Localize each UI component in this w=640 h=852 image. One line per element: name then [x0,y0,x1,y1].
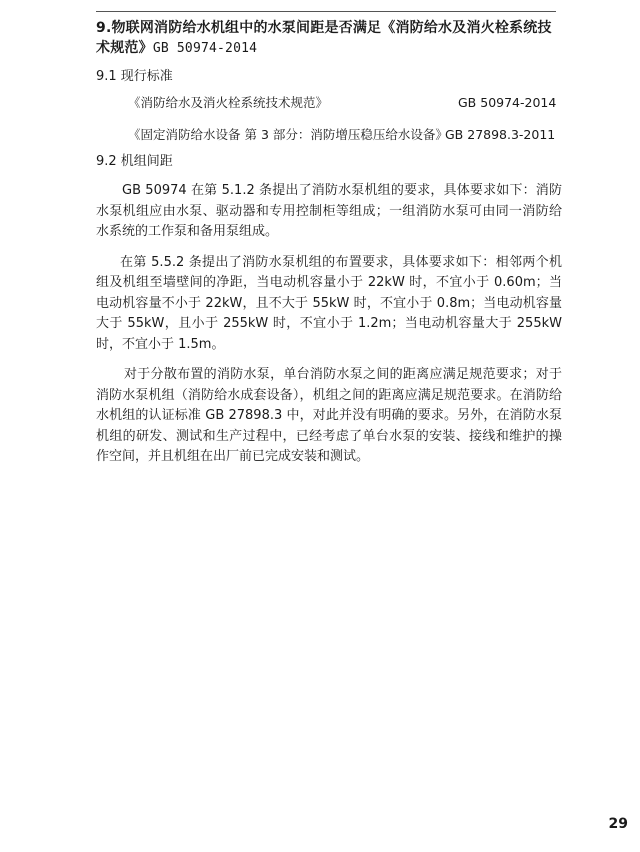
standard-item [96,126,562,144]
page-title-code: GB 50974-2014 [152,41,258,56]
paragraph-distributed-pumps: 对于分散布置的消防水泵，单台消防水泵之间的距离应满足规范要求；对于消防水泵机组（消防给水成套设备），机组之间的距离应满足规范要求。在消防给水机组的认证标准 GB 27898.3 中，对此并没有明确的要求。另外，在消防水泵机组的研发、测试和生产过程中，已经考虑了单台水泵的安装、接线和维护的操作空间，并且机组在出厂前已完成安装和测试。 [96,367,562,464]
page-title-text: 9.物联网消防给水机组中的水泵间距是否满足《消防给水及消火栓系统技术规范》 [96,20,552,56]
standard-name: 《消防给水及消火栓系统技术规范》 [128,95,329,110]
standard-name: 《固定消防给水设备 第 3 部分：消防增压稳压给水设备》 [128,127,448,142]
page-number: 29 [608,816,628,832]
page-content [96,18,562,468]
page-title [96,18,562,59]
section-heading-unit-spacing: 9.2 机组间距 [96,154,173,169]
standard-code: GB 27898.3-2011 [445,127,556,142]
standard-item [96,94,562,112]
paragraph-pump-unit-requirements: GB 50974 在第 5.1.2 条提出了消防水泵机组的要求，具体要求如下：消防水泵机组应由水泵、驱动器和专用控制柜等组成；一组消防水泵可由同一消防给水系统的工作泵和备用泵组成。 [96,183,562,239]
section-heading-current-standards: 9.1 现行标准 [96,69,173,84]
header-rule [96,11,556,12]
paragraph-layout-requirements: 在第 5.5.2 条提出了消防水泵机组的布置要求，具体要求如下：相邻两个机组及机组至墙壁间的净距，当电动机容量小于 22kW 时，不宜小于 0.60m；当电动机容量不小于 22kW，且不大于 55kW 时，不宜小于 0.8m；当电动机容量大于 55kW，且小于 255kW 时，不宜小于 1.2m；当电动机容量大于 255kW 时，不宜小于 1.5m。 [96,254,562,352]
standard-code: GB 50974-2014 [458,95,557,110]
